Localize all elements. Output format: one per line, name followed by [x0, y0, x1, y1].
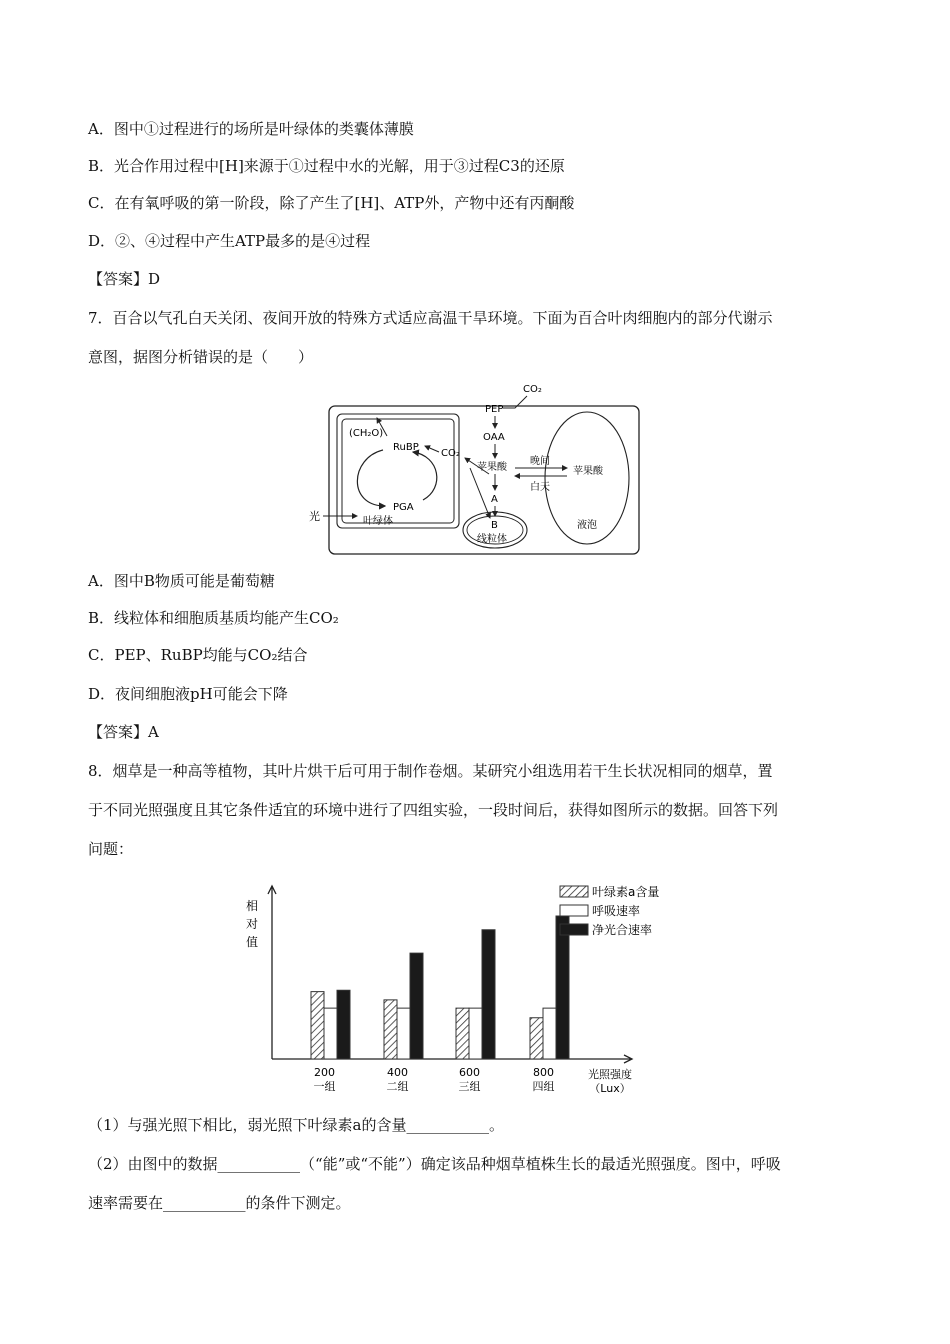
q6-option-d: D．②、④过程中产生ATP最多的是④过程	[88, 232, 371, 250]
x-axis-unit: （Lux）	[589, 1082, 631, 1095]
bar-1-800	[530, 1018, 543, 1059]
y-axis-label-char: 相	[245, 899, 259, 913]
pep-label: PEP	[485, 404, 504, 415]
x-tick-label: 800	[533, 1066, 554, 1079]
x-group-label: 三组	[458, 1080, 481, 1093]
q7-option-d: D．夜间细胞液pH可能会下降	[88, 685, 288, 703]
q8-stem-line3: 问题：	[88, 840, 134, 858]
q8-sub2-line2: 速率需要在___________的条件下测定。	[88, 1194, 351, 1212]
q8-sub1: （1）与强光照下相比，弱光照下叶绿素a的含量___________。	[88, 1116, 504, 1134]
malic-right-label: 苹果酸	[573, 466, 603, 477]
bar-2-200	[324, 1008, 337, 1059]
a-label: A	[491, 494, 498, 505]
bar-1-200	[311, 992, 324, 1059]
vacuole-label: 液泡	[577, 520, 597, 531]
x-axis-label: 光照强度	[588, 1068, 632, 1081]
calvin-arc-left	[357, 450, 385, 506]
pga-label: PGA	[393, 502, 414, 513]
bar-2-600	[469, 1008, 482, 1059]
q7-option-a: A．图中B物质可能是葡萄糖	[88, 572, 275, 590]
x-tick-label: 400	[387, 1066, 408, 1079]
legend-label-1: 叶绿素a含量	[592, 885, 660, 899]
malic-left-label: 苹果酸	[477, 462, 507, 473]
q7-option-b: B．线粒体和细胞质基质均能产生CO₂	[88, 609, 339, 627]
x-tick-label: 200	[314, 1066, 335, 1079]
b-label: B	[491, 520, 498, 531]
chloroplast-label: 叶绿体	[363, 516, 393, 527]
y-axis-label-char: 值	[245, 935, 259, 949]
q7-stem-line1: 7．百合以气孔白天关闭、夜间开放的特殊方式适应高温干旱环境。下面为百合叶肉细胞内的部分代谢示	[88, 309, 773, 327]
bar-3-600	[482, 930, 495, 1059]
q6-option-b: B．光合作用过程中[H]来源于①过程中水的光解，用于③过程C3的还原	[88, 157, 565, 175]
bar-chart	[240, 878, 660, 1098]
calvin-arc-right	[413, 452, 437, 500]
x-group-label: 二组	[386, 1080, 409, 1093]
night-label: 晚间	[530, 456, 550, 467]
light-label: 光	[309, 510, 320, 523]
legend-label-3: 净光合速率	[592, 923, 653, 937]
bar-2-800	[543, 1008, 556, 1059]
bar-3-400	[410, 953, 423, 1059]
mito-label: 线粒体	[477, 534, 507, 545]
day-label: 白天	[530, 482, 550, 493]
q6-option-c: C．在有氧呼吸的第一阶段，除了产生了[H]、ATP外，产物中还有丙酮酸	[88, 194, 575, 212]
y-axis-label-char: 对	[245, 917, 259, 931]
q6-answer: 【答案】D	[88, 270, 161, 288]
rubp-label: RuBP	[393, 442, 419, 453]
cam-metabolism-diagram	[305, 378, 645, 558]
q7-option-c: C．PEP、RuBP均能与CO₂结合	[88, 646, 308, 664]
q6-option-a: A．图中①过程进行的场所是叶绿体的类囊体薄膜	[88, 120, 414, 138]
q8-stem-line2: 于不同光照强度且其它条件适宜的环境中进行了四组实验，一段时间后，获得如图所示的数据。回答下列	[88, 801, 779, 819]
co2-top-label: CO₂	[523, 384, 542, 395]
legend-swatch-3	[560, 924, 588, 935]
x-tick-label: 600	[459, 1066, 480, 1079]
legend-swatch-2	[560, 905, 588, 916]
x-group-label: 四组	[532, 1080, 555, 1093]
mito-co2-arrow	[470, 468, 490, 518]
legend-label-2: 呼吸速率	[592, 904, 641, 918]
bar-3-200	[337, 990, 350, 1059]
ch2o-label: (CH₂O)	[349, 428, 384, 439]
q8-stem-line1: 8．烟草是一种高等植物，其叶片烘干后可用于制作卷烟。某研究小组选用若干生长状况相同的烟草，置	[88, 762, 773, 780]
q7-answer: 【答案】A	[88, 723, 159, 741]
q7-stem-line2: 意图，据图分析错误的是（ ）	[88, 348, 314, 366]
bar-2-400	[397, 1008, 410, 1059]
bar-3-800	[556, 916, 569, 1059]
bar-1-600	[456, 1008, 469, 1059]
co2-mid-label: CO₂	[441, 448, 460, 459]
x-group-label: 一组	[313, 1080, 336, 1093]
q8-sub2-line1: （2）由图中的数据___________（“能”或“不能”）确定该品种烟草植株生长的最适光照强度。图中，呼吸	[88, 1155, 781, 1173]
legend-swatch-1	[560, 886, 588, 897]
oaa-label: OAA	[483, 432, 505, 443]
bar-1-400	[384, 1000, 397, 1059]
co2-to-calvin-arrow	[425, 446, 439, 452]
